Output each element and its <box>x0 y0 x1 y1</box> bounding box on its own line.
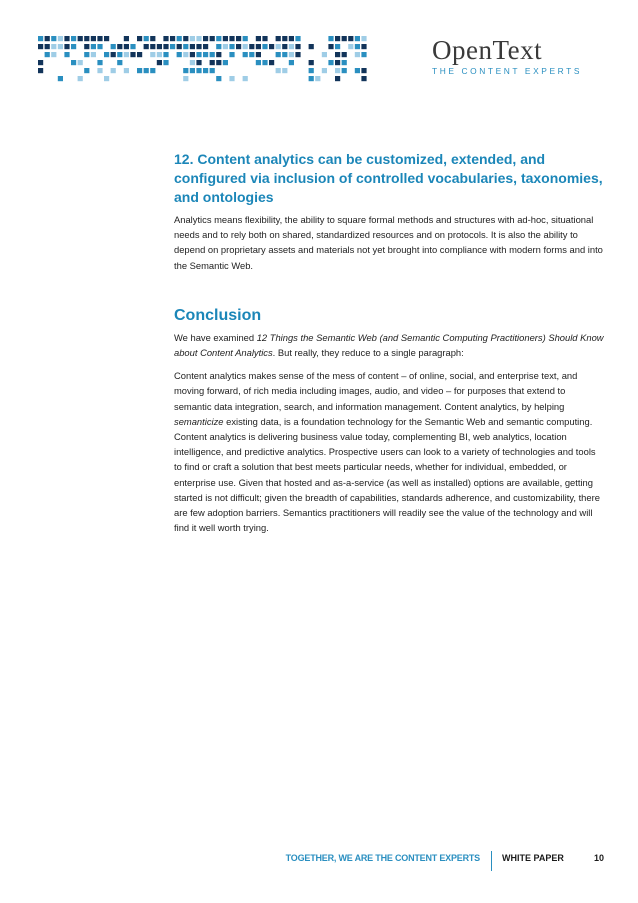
pattern-square <box>130 44 135 49</box>
pattern-square <box>38 68 43 73</box>
pattern-square <box>196 36 201 41</box>
page-footer <box>0 851 638 871</box>
pattern-square <box>243 44 248 49</box>
pattern-square <box>335 68 340 73</box>
pattern-square <box>144 44 149 49</box>
pattern-square <box>236 36 241 41</box>
pattern-square <box>104 36 109 41</box>
header-pixel-pattern <box>38 36 368 86</box>
pattern-square <box>282 36 287 41</box>
pattern-square <box>58 76 63 81</box>
pattern-square <box>309 44 314 49</box>
pattern-square <box>256 60 261 65</box>
pattern-square <box>335 52 340 57</box>
pattern-square <box>210 52 215 57</box>
pattern-square <box>51 36 56 41</box>
pattern-square <box>150 44 155 49</box>
pattern-square <box>190 68 195 73</box>
pattern-square <box>203 68 208 73</box>
pattern-square <box>157 44 162 49</box>
pattern-square <box>276 36 281 41</box>
pattern-square <box>223 60 228 65</box>
pattern-square <box>262 44 267 49</box>
pattern-square <box>328 44 333 49</box>
pattern-square <box>229 76 234 81</box>
pattern-square <box>243 76 248 81</box>
pattern-square <box>262 60 267 65</box>
pattern-square <box>45 36 50 41</box>
pattern-square <box>45 44 50 49</box>
pattern-square <box>289 36 294 41</box>
conclusion-p2-part-a: Content analytics makes sense of the mess of content – of online, social, and enterprise text, and moving forward, of rich media including images, audio, and video – for purposes that extend to semantic data integration, search, and information management. Content analytics, by helping <box>174 370 578 412</box>
pattern-square <box>137 52 142 57</box>
pattern-square <box>216 52 221 57</box>
pattern-square <box>223 36 228 41</box>
pattern-square <box>84 44 89 49</box>
pattern-square <box>315 76 320 81</box>
pattern-square <box>71 36 76 41</box>
pattern-square <box>342 60 347 65</box>
pattern-square <box>309 76 314 81</box>
pattern-square <box>282 68 287 73</box>
pattern-square <box>335 60 340 65</box>
pattern-square <box>361 52 366 57</box>
pattern-square <box>190 60 195 65</box>
pattern-square <box>210 68 215 73</box>
conclusion-p2-emphasis: semanticize <box>174 415 224 427</box>
conclusion-paragraph-2 <box>174 368 604 535</box>
pattern-square <box>97 36 102 41</box>
pattern-square <box>289 60 294 65</box>
pattern-square <box>71 44 76 49</box>
pattern-square <box>163 36 168 41</box>
pattern-square <box>51 52 56 57</box>
pattern-square <box>210 36 215 41</box>
pattern-square <box>276 44 281 49</box>
pattern-square <box>150 68 155 73</box>
pattern-square <box>196 52 201 57</box>
pattern-square <box>97 44 102 49</box>
pattern-square <box>183 68 188 73</box>
pattern-square <box>91 36 96 41</box>
pattern-square <box>104 76 109 81</box>
pattern-square <box>137 68 142 73</box>
pattern-square <box>269 44 274 49</box>
pattern-square <box>335 36 340 41</box>
pattern-square <box>196 68 201 73</box>
pattern-square <box>183 44 188 49</box>
pattern-square <box>183 52 188 57</box>
pattern-square <box>38 36 43 41</box>
pattern-square <box>38 44 43 49</box>
pattern-square <box>190 44 195 49</box>
pattern-square <box>328 60 333 65</box>
pattern-square <box>170 44 175 49</box>
pattern-square <box>361 76 366 81</box>
pattern-square <box>322 68 327 73</box>
pattern-square <box>361 44 366 49</box>
pattern-square <box>355 52 360 57</box>
footer-tagline: TOGETHER, WE ARE THE CONTENT EXPERTS <box>285 853 480 863</box>
pattern-square <box>78 36 83 41</box>
pattern-square <box>309 60 314 65</box>
pattern-square <box>177 44 182 49</box>
pattern-square <box>124 68 129 73</box>
pattern-square <box>342 36 347 41</box>
pattern-square <box>295 44 300 49</box>
pattern-square <box>335 44 340 49</box>
pattern-square <box>111 68 116 73</box>
conclusion-heading: Conclusion <box>174 306 262 324</box>
pattern-square <box>236 44 241 49</box>
pattern-square <box>91 44 96 49</box>
pattern-square <box>163 44 168 49</box>
footer-doc-type: WHITE PAPER <box>502 853 564 863</box>
pattern-square <box>111 44 116 49</box>
pattern-square <box>170 36 175 41</box>
pattern-square <box>196 44 201 49</box>
pattern-square <box>223 44 228 49</box>
pattern-square <box>216 44 221 49</box>
pattern-square <box>342 52 347 57</box>
pattern-square <box>342 68 347 73</box>
conclusion-p2-part-b: existing data, is a foundation technology for the Semantic Web and semantic computing. Content analytics is delivering business value today, complementing BI, web analytics, location intelligence, and predictive analytics. Prospective users can look to a variety of technologies and tools to find or craft a solution that best meets particular needs, whether for individual, embedded, or enterprise use. Given that hosted and as-a-service (as well as installed) options are available, getting started is not difficult; given the breadth of capabilities, standards adherence, and customizability, there are few adoption barriers. Semantics practitioners will readily see the value of the technology and will find it well worth trying. <box>174 415 600 534</box>
pattern-square <box>91 52 96 57</box>
pattern-square <box>295 52 300 57</box>
pattern-square <box>355 44 360 49</box>
pattern-square <box>282 52 287 57</box>
pattern-square <box>144 68 149 73</box>
pattern-square <box>38 60 43 65</box>
pattern-square <box>117 52 122 57</box>
pattern-square <box>190 52 195 57</box>
pattern-square <box>256 36 261 41</box>
pattern-square <box>289 44 294 49</box>
pattern-square <box>64 44 69 49</box>
pattern-square <box>117 60 122 65</box>
conclusion-p1-prefix: We have examined <box>174 331 257 343</box>
pattern-square <box>256 44 261 49</box>
pattern-square <box>243 36 248 41</box>
pattern-square <box>177 36 182 41</box>
pattern-square <box>104 52 109 57</box>
pattern-square <box>322 52 327 57</box>
pattern-square <box>282 44 287 49</box>
pattern-square <box>289 52 294 57</box>
pattern-square <box>262 36 267 41</box>
pattern-square <box>58 44 63 49</box>
pattern-square <box>256 52 261 57</box>
pattern-square <box>130 52 135 57</box>
page-content <box>174 150 604 535</box>
pattern-square <box>150 36 155 41</box>
pattern-square <box>229 44 234 49</box>
pattern-square <box>190 36 195 41</box>
pattern-square <box>183 76 188 81</box>
pattern-square <box>111 52 116 57</box>
pattern-square <box>276 52 281 57</box>
pattern-square <box>216 60 221 65</box>
pattern-square <box>203 36 208 41</box>
pattern-square <box>348 44 353 49</box>
pattern-square <box>177 52 182 57</box>
pattern-square <box>348 36 353 41</box>
pattern-square <box>84 36 89 41</box>
pattern-square <box>183 36 188 41</box>
logo-wordmark: OpenText <box>432 35 543 65</box>
pattern-square <box>97 68 102 73</box>
pattern-square <box>117 44 122 49</box>
pattern-square <box>144 36 149 41</box>
pattern-square <box>196 60 201 65</box>
pattern-square <box>64 52 69 57</box>
pattern-square <box>157 60 162 65</box>
pattern-square <box>163 52 168 57</box>
pattern-square <box>355 68 360 73</box>
pattern-square <box>243 52 248 57</box>
pattern-square <box>269 60 274 65</box>
pattern-square <box>203 44 208 49</box>
conclusion-paragraph-1 <box>174 330 604 360</box>
pattern-square <box>203 52 208 57</box>
pattern-square <box>157 52 162 57</box>
section-12-body: Analytics means flexibility, the ability to square formal methods and structures with ad-hoc, situational needs and to rely both on shared, standardized resources and on protocols. It is also the ability to depend on proprietary assets and materials not yet brought into compliance with modern forms and into the Semantic Web. <box>174 214 603 271</box>
pattern-square <box>276 68 281 73</box>
page-number: 10 <box>593 853 604 863</box>
pattern-square <box>295 36 300 41</box>
pattern-square <box>361 36 366 41</box>
pattern-square <box>216 36 221 41</box>
opentext-logo <box>432 36 604 76</box>
pattern-square <box>361 68 366 73</box>
logo-tagline: THE CONTENT EXPERTS <box>432 66 583 76</box>
pattern-square <box>51 44 56 49</box>
pattern-square <box>210 60 215 65</box>
pattern-square <box>163 60 168 65</box>
pattern-square <box>97 60 102 65</box>
pattern-square <box>249 52 254 57</box>
pattern-square <box>355 36 360 41</box>
pattern-square <box>124 44 129 49</box>
pattern-square <box>328 36 333 41</box>
pattern-square <box>150 52 155 57</box>
section-12-heading: 12. Content analytics can be customized, extended, and configured via inclusion of controlled vocabularies, taxonomies, and ontologies <box>174 151 603 205</box>
pattern-square <box>309 68 314 73</box>
pattern-square <box>64 36 69 41</box>
pattern-square <box>124 36 129 41</box>
pattern-square <box>84 52 89 57</box>
conclusion-p1-suffix: . But really, they reduce to a single paragraph: <box>272 347 464 359</box>
conclusion-p1-title: 12 Things the Semantic Web (and Semantic Computing Practitioners) Should Know about Content Analytics <box>174 331 604 359</box>
pattern-square <box>45 52 50 57</box>
pattern-square <box>58 36 63 41</box>
pattern-square <box>249 44 254 49</box>
pattern-square <box>124 52 129 57</box>
footer-divider <box>491 851 492 871</box>
pattern-square <box>335 76 340 81</box>
pattern-square <box>229 36 234 41</box>
pattern-square <box>71 60 76 65</box>
pattern-square <box>229 52 234 57</box>
pattern-square <box>84 68 89 73</box>
pattern-square <box>137 36 142 41</box>
pattern-square <box>78 76 83 81</box>
pattern-square <box>216 76 221 81</box>
pattern-square <box>78 60 83 65</box>
